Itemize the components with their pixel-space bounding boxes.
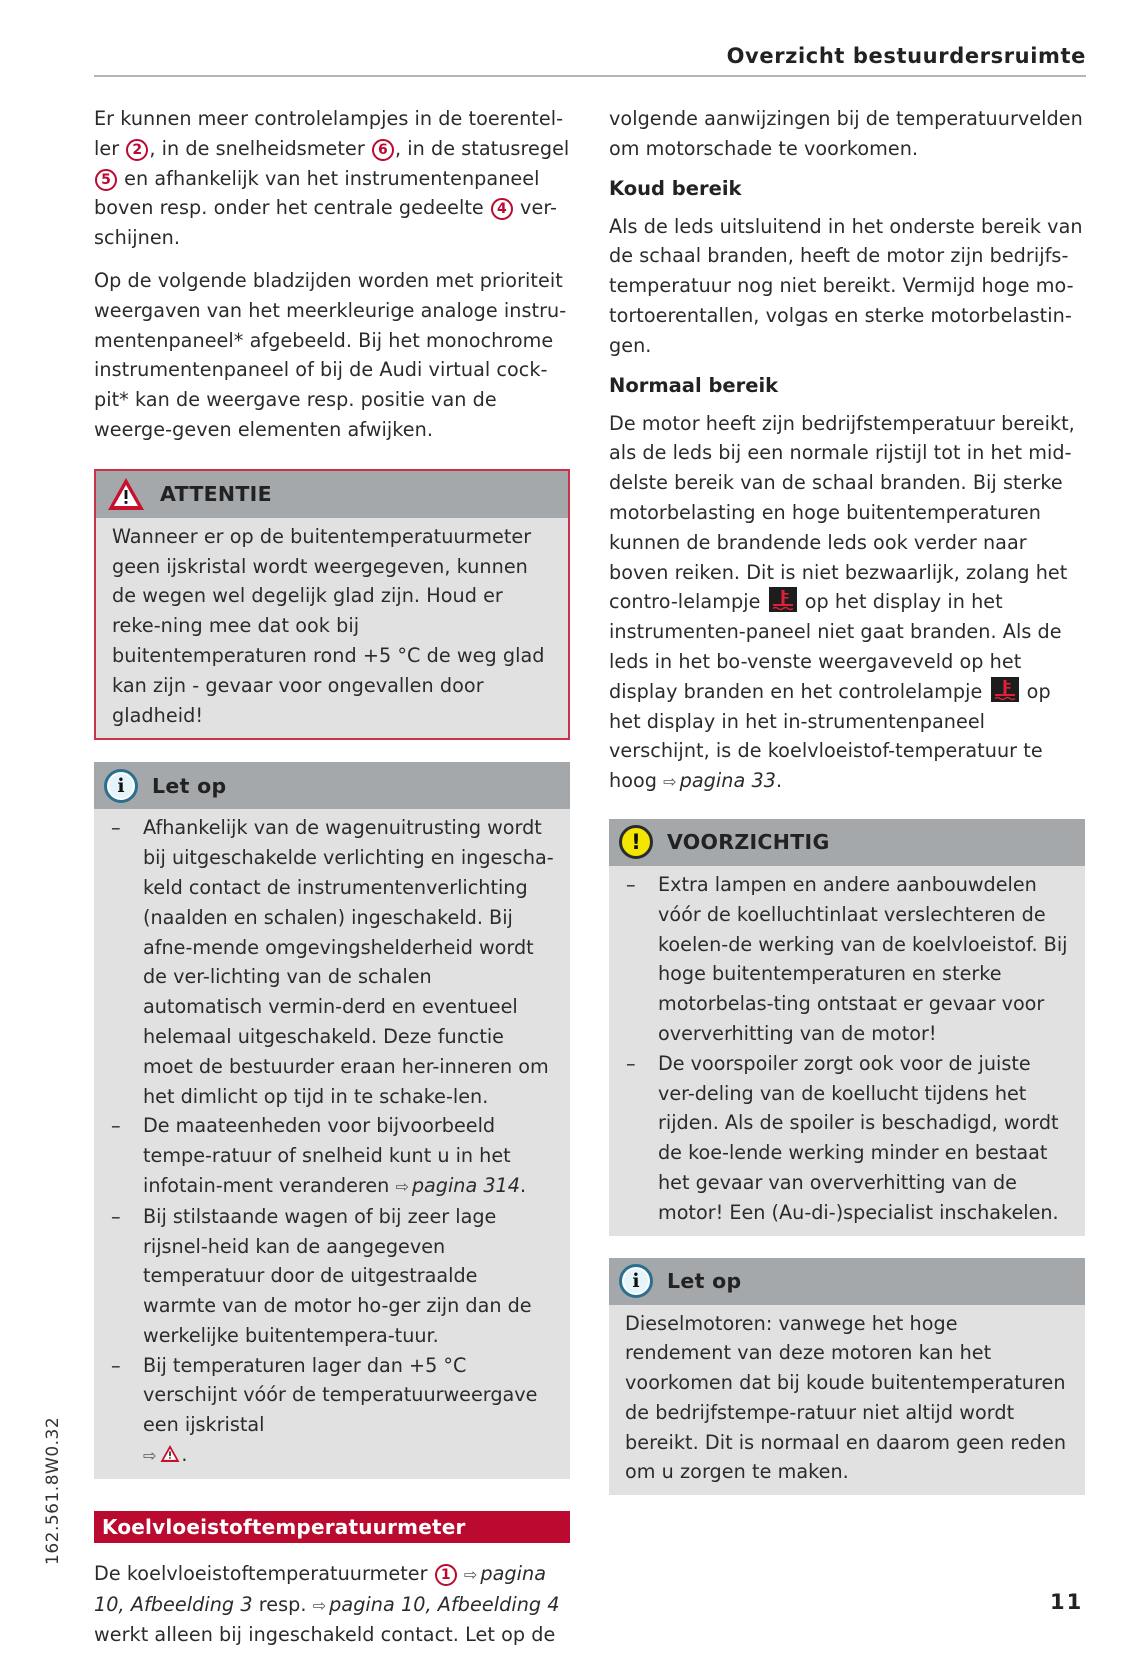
normal-range-heading: Normaal bereik	[609, 373, 779, 397]
callout-number: 5	[95, 169, 117, 191]
info-icon: i	[619, 1264, 653, 1298]
display-note-paragraph: Op de volgende bladzijden worden met prioriteit weergaven van het meerkleurige analoge instru-mentenpaneel* afgebeeld. Bij het monochrome instrumentenpaneel of bij de Audi virtual cock-pit* kan de weergave resp. positie van de weerge-geven elementen afwijken.	[94, 268, 567, 441]
attention-box-header	[96, 471, 568, 518]
figure-reference-link[interactable]: pagina 10, Afbeelding 3	[94, 1561, 547, 1616]
left-column	[94, 104, 570, 1654]
header-rule	[94, 75, 1086, 77]
document-code: 162.561.8W0.32	[43, 1416, 63, 1565]
note-box-header	[609, 1258, 1085, 1305]
cross-ref-arrow-icon: ⇨	[395, 1176, 409, 1196]
attention-body: Wanneer er op de buitentemperatuurmeter geen ijskristal wordt weergegeven, kunnen de wegen wel degelijk glad zijn. Houd er reke-ning mee dat ook bij buitentemperaturen rond +5 °C de weg glad kan zijn - gevaar voor ongevallen door gladheid!	[112, 524, 545, 727]
attention-box	[94, 469, 570, 741]
list-item: – Bij temperaturen lager dan +5 °C verschijnt vóór de temperatuurweergave een ijskristal ⇨ .	[111, 1353, 538, 1467]
note-box-right	[609, 1258, 1085, 1496]
coolant-temperature-warning-lamp-icon	[991, 677, 1019, 702]
normal-range-paragraph: De motor heeft zijn bedrijfstemperatuur bereikt, als de leds bij een normale rijstijl tot in het mid-delste bereik van de schaal branden. Bij sterke motorbelasting en hoge buitentemperaturen kunnen de brandende leds ook verder naar boven reiken. Dit is niet bezwaarlijk, zolang het contro-lelampje op het display in het instrumenten-paneel niet gaat branden. Als de leds in het bo-venste weergaveveld op het display branden en het controlelampje op het display in het in-strumentenpaneel verschijnt, is de koelvloeistof-temperatuur te hoog ⇨ pagina 33.	[609, 411, 1075, 793]
attention-title: ATTENTIE	[160, 482, 272, 507]
warning-triangle-icon	[106, 476, 146, 512]
running-head-title: Overzicht bestuurdersruimte	[726, 44, 1086, 68]
list-item: – De voorspoiler zorgt ook voor de juiste ver-deling van de koellucht tijdens het rijden. Als de spoiler is beschadigd, wordt de koe-lende werking minder en bestaat het gevaar van oververhitting van de motor! Een (Au-di-)specialist inschakelen.	[626, 1051, 1059, 1224]
figure-reference-link[interactable]: pagina 10, Afbeelding 4	[329, 1592, 560, 1616]
callout-number: 2	[126, 139, 148, 161]
section-heading: Koelvloeistoftemperatuurmeter	[94, 1511, 570, 1543]
list-item: – Bij stilstaande wagen of bij zeer lage rijsnel-heid kan de aangegeven temperatuur door de uitgestraalde warmte van de motor ho-ger zijn dan de werkelijke buitentempera-tuur.	[111, 1204, 532, 1347]
note-title: Let op	[667, 1269, 742, 1293]
page-reference-link[interactable]: pagina 314	[411, 1173, 520, 1197]
coolant-gauge-paragraph: De koelvloeistoftemperatuurmeter 1 ⇨ pagina 10, Afbeelding 3 resp. ⇨ pagina 10, Afbeelding 4 werkt alleen bij ingeschakeld contact. Let op de	[94, 1561, 560, 1647]
caution-box	[609, 819, 1085, 1236]
cold-range-heading: Koud bereik	[609, 176, 742, 200]
coolant-temperature-warning-lamp-icon	[769, 587, 797, 612]
caution-body	[609, 866, 1085, 1236]
right-column	[609, 104, 1085, 1517]
note-box-header	[94, 762, 570, 809]
cross-ref-arrow-icon: ⇨	[143, 1446, 157, 1466]
intro-paragraph: Er kunnen meer controlelampjes in de toerentel-ler 2 , in de snelheidsmeter 6 , in de statusregel 5 en afhankelijk van het instrumentenpaneel boven resp. onder het centrale gedeelte 4 ver-schijnen.	[94, 107, 570, 250]
note-title: Let op	[152, 773, 227, 798]
caution-title: VOORZICHTIG	[667, 830, 830, 855]
callout-number: 6	[372, 139, 394, 161]
note-body: Dieselmotoren: vanwege het hoge rendement van deze motoren kan het voorkomen dat bij koude buitentemperaturen de bedrijfstempe-ratuur niet altijd wordt bereikt. Dit is normaal en daarom geen reden om u zorgen te maken.	[625, 1311, 1067, 1484]
list-item: – Afhankelijk van de wagenuitrusting wordt bij uitgeschakelde verlichting en ingescha-keld contact de instrumentenverlichting (naalden en schalen) ingeschakeld. Bij afne-mende omgevingshelderheid wordt de ver-lichting van de schalen automatisch vermin-derd en eventueel helemaal uitgeschakeld. Deze functie moet de bestuurder eraan her-inneren om het dimlicht op tijd in te schake-len.	[111, 816, 554, 1108]
info-icon: i	[104, 769, 138, 803]
cross-ref-arrow-icon: ⇨	[312, 1595, 327, 1615]
cross-ref-arrow-icon: ⇨	[663, 772, 677, 792]
callout-number: 1	[435, 1564, 457, 1586]
warning-triangle-link-icon[interactable]	[159, 1444, 181, 1463]
callout-number: 4	[491, 198, 513, 220]
note-box-left	[94, 762, 570, 1479]
list-item: – De maateenheden voor bijvoorbeeld tempe-ratuur of snelheid kunt u in het infotain-ment veranderen ⇨ pagina 314.	[111, 1114, 527, 1197]
list-item: – Extra lampen en andere aanbouwdelen vóór de koelluchtinlaat verslechteren de koelen-de werking van de koelvloeistof. Bij hoge buitentemperaturen en sterke motorbelas-ting ontstaat er gevaar voor oververhitting van de motor!	[626, 872, 1068, 1045]
page-reference-link[interactable]: pagina 33	[679, 769, 776, 793]
note-body	[94, 809, 570, 1479]
caution-icon: !	[619, 825, 653, 859]
cold-range-paragraph: Als de leds uitsluitend in het onderste bereik van de schaal branden, heeft de motor zijn bedrijfs-temperatuur nog niet bereikt. Vermijd hoge mo-tortoerentallen, volgas en sterke motorbelastin-gen.	[609, 214, 1083, 357]
caution-box-header	[609, 819, 1085, 866]
continuation-paragraph: volgende aanwijzingen bij de temperatuurvelden om motorschade te voorkomen.	[609, 107, 1083, 160]
cross-ref-arrow-icon: ⇨	[463, 1564, 478, 1584]
page-number: 11	[1050, 1590, 1084, 1614]
